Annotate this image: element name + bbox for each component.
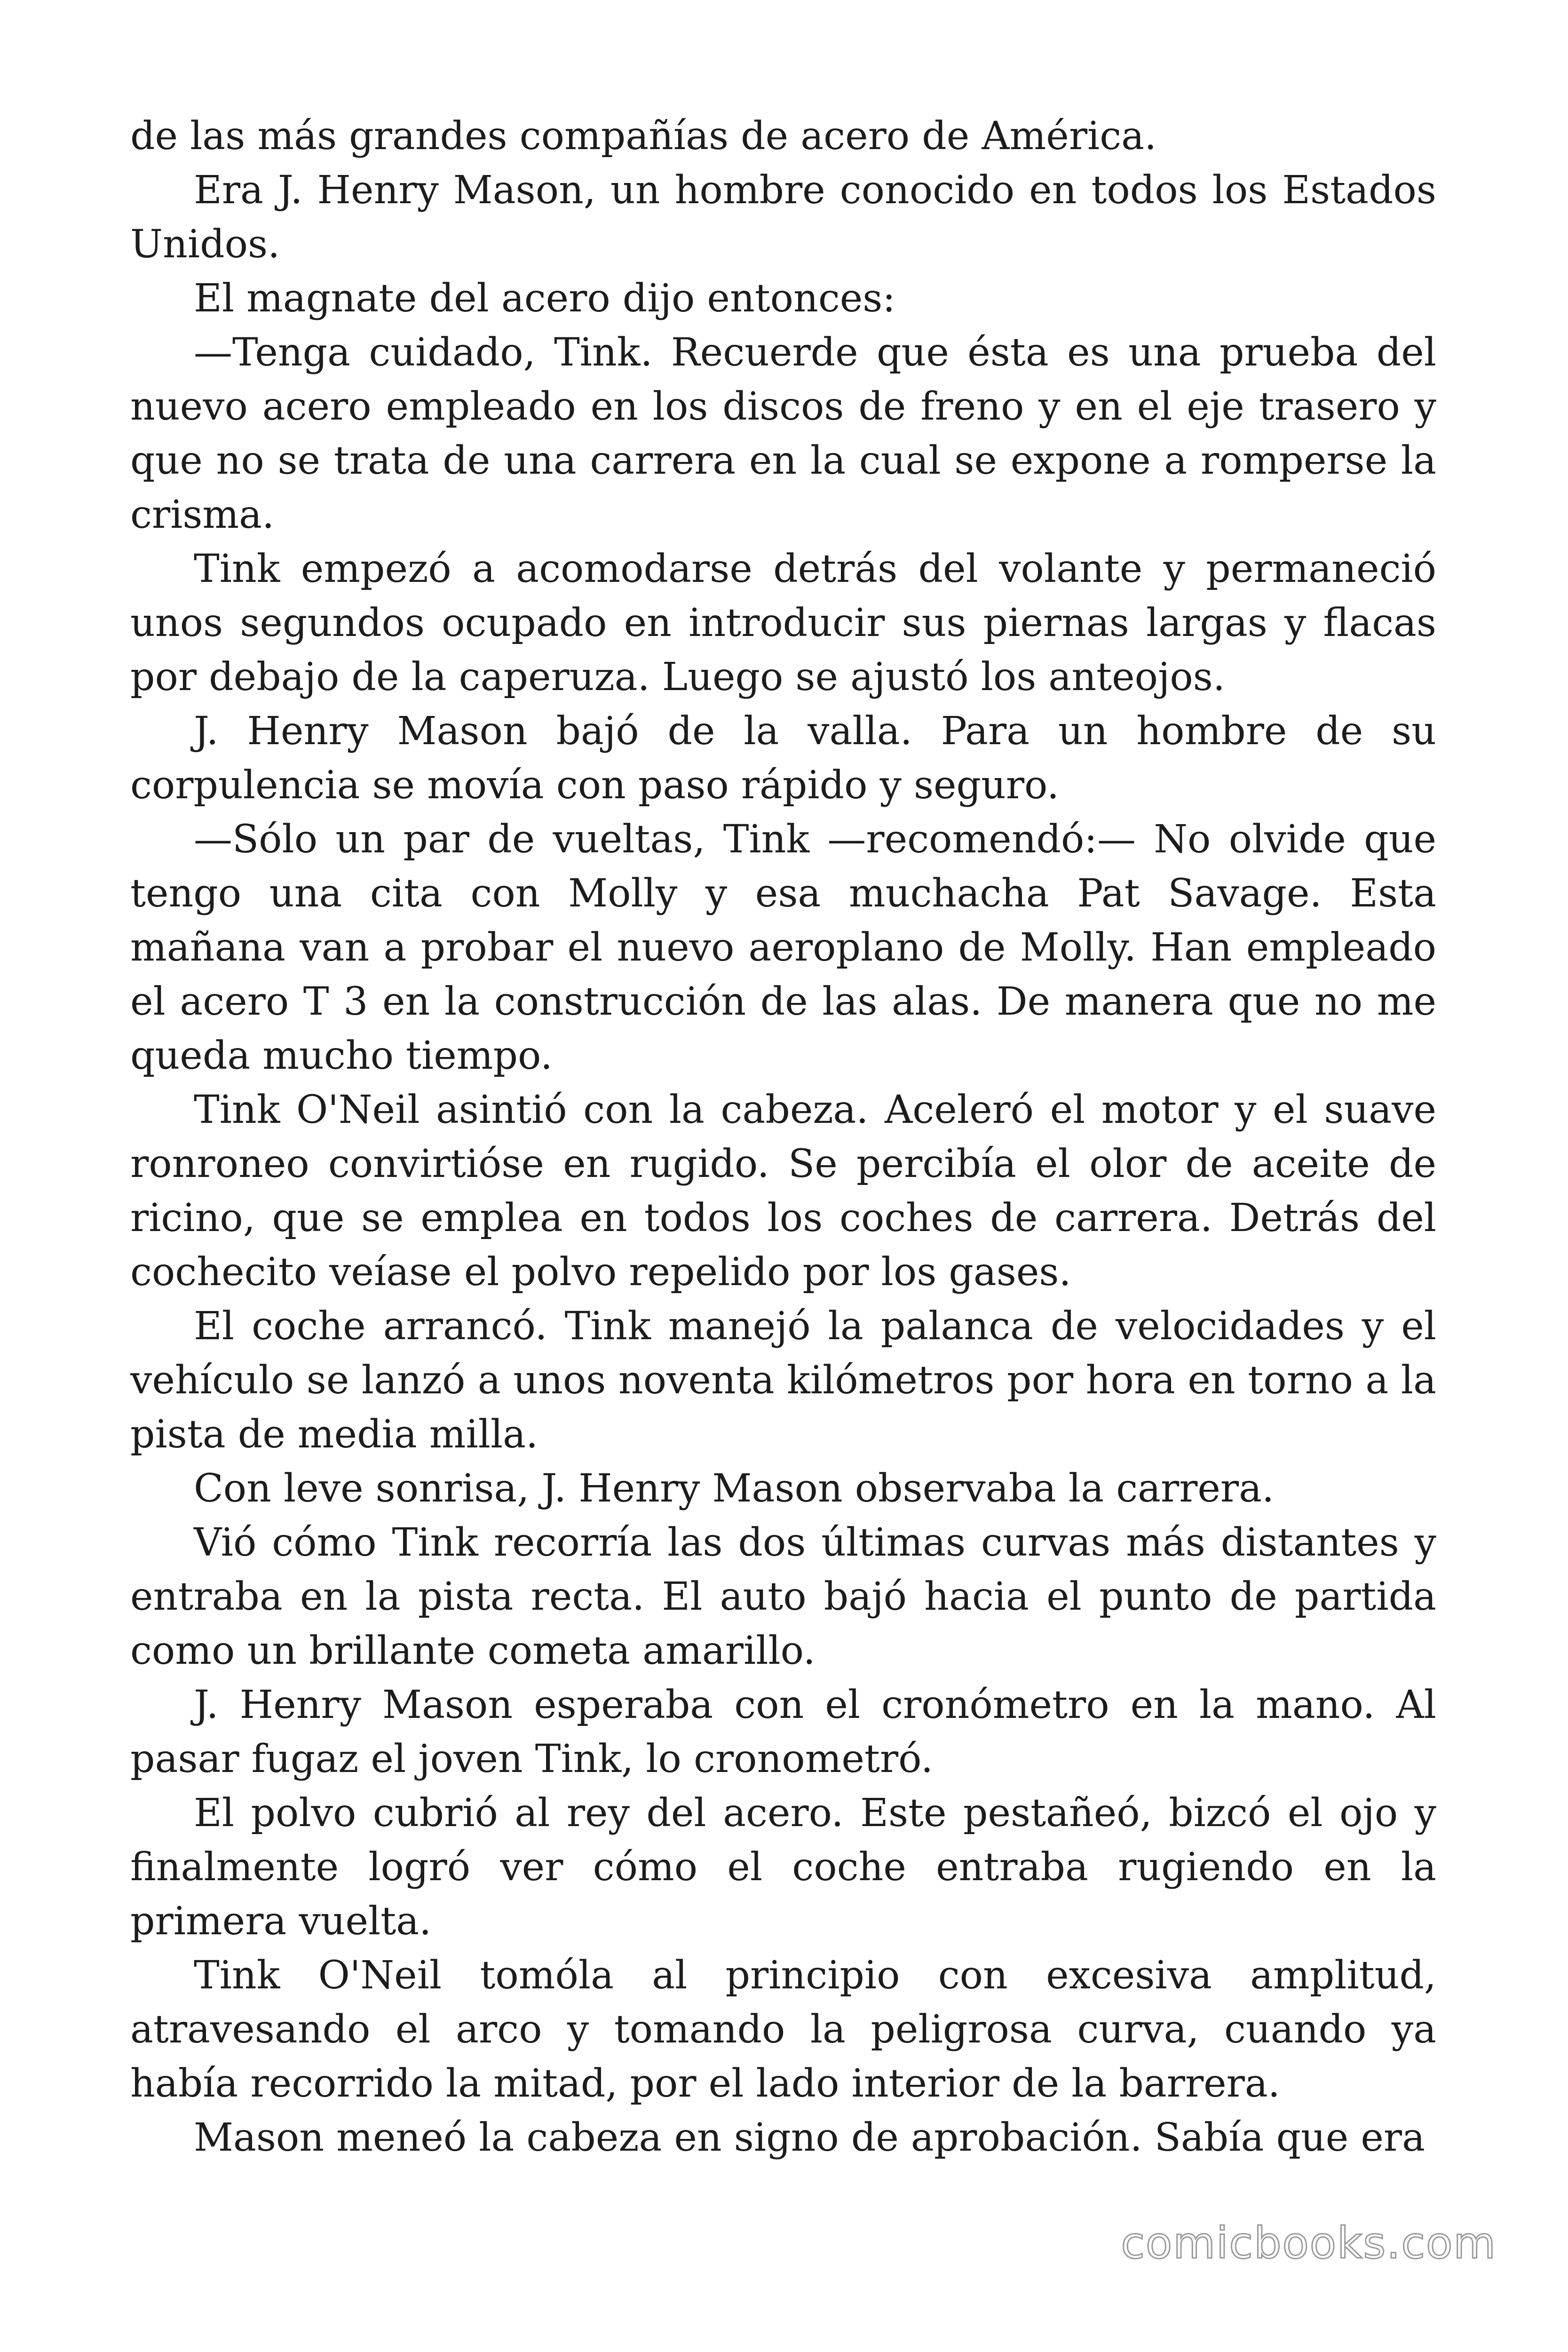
paragraph: El magnate del acero dijo entonces: bbox=[194, 276, 896, 321]
page-body bbox=[130, 109, 1436, 2165]
paragraph: J. Henry Mason esperaba con el cronómetro en la mano. Al pasar fugaz el joven Tink, lo cronometró. bbox=[130, 1683, 1436, 1781]
paragraph: El coche arrancó. Tink manejó la palanca de velocidades y el vehículo se lanzó a unos noventa kilómetros por hora en torno a la pista de media milla. bbox=[130, 1304, 1436, 1457]
paragraph: Vió cómo Tink recorría las dos últimas curvas más distantes y entraba en la pista recta. El auto bajó hacia el punto de partida como un brillante cometa amarillo. bbox=[130, 1520, 1436, 1673]
paragraph: Era J. Henry Mason, un hombre conocido en todos los Estados Unidos. bbox=[130, 168, 1436, 267]
paragraph: Con leve sonrisa, J. Henry Mason observaba la carrera. bbox=[194, 1466, 1275, 1511]
paragraph: —Sólo un par de vueltas, Tink —recomendó:— No olvide que tengo una cita con Molly y esa muchacha Pat Savage. Esta mañana van a probar el nuevo aeroplano de Molly. Han empleado el acero T 3 en la construcción de las alas. De manera que no me queda mucho tiempo. bbox=[130, 817, 1436, 1078]
paragraph: Mason meneó la cabeza en signo de aprobación. Sabía que era bbox=[194, 2115, 1425, 2160]
paragraph: Tink empezó a acomodarse detrás del volante y permaneció unos segundos ocupado en introducir sus piernas largas y flacas por debajo de la caperuza. Luego se ajustó los anteojos. bbox=[130, 547, 1436, 699]
paragraph: Tink O'Neil asintió con la cabeza. Aceleró el motor y el suave ronroneo convirtióse en rugido. Se percibía el olor de aceite de ricino, que se emplea en todos los coches de carrera. Detrás del cochecito veíase el polvo repelido por los gases. bbox=[130, 1088, 1436, 1295]
paragraph: —Tenga cuidado, Tink. Recuerde que ésta es una prueba del nuevo acero empleado en los discos de freno y en el eje trasero y que no se trata de una carrera en la cual se expone a romperse la crisma. bbox=[130, 330, 1436, 537]
paragraph: El polvo cubrió al rey del acero. Este pestañeó, bizcó el ojo y finalmente logró ver cómo el coche entraba rugiendo en la primera vuelta. bbox=[130, 1791, 1436, 1944]
paragraph: Tink O'Neil tomóla al principio con excesiva amplitud, atravesando el arco y tomando la peligrosa curva, cuando ya había recorrido la mitad, por el lado interior de la barrera. bbox=[130, 1953, 1436, 2106]
watermark: comicbooks.com bbox=[1121, 2218, 1497, 2268]
paragraph: J. Henry Mason bajó de la valla. Para un hombre de su corpulencia se movía con paso rápido y seguro. bbox=[130, 709, 1436, 808]
paragraph: de las más grandes compañías de acero de América. bbox=[130, 114, 1157, 159]
